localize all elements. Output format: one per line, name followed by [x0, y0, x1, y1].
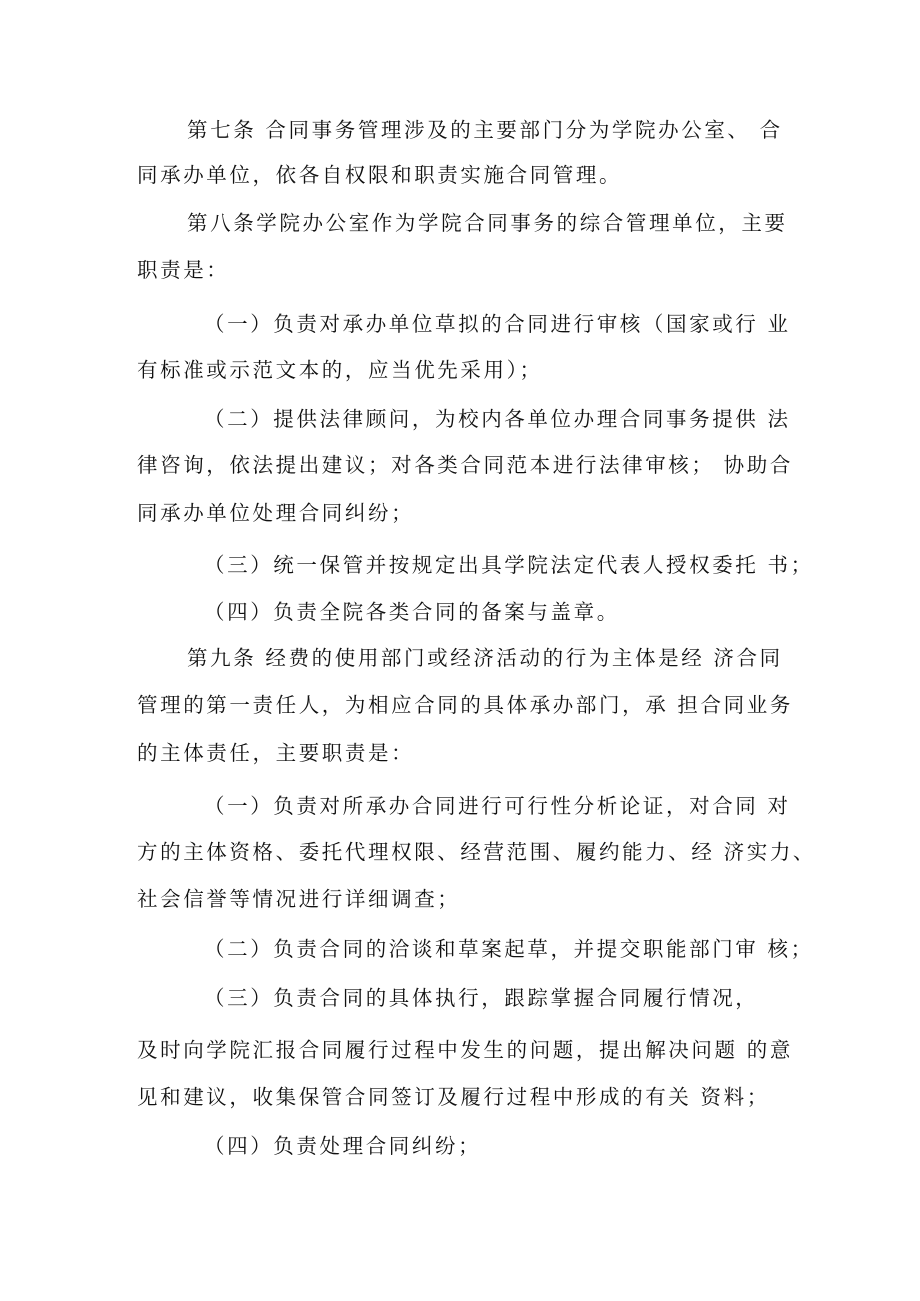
text-line: （二）提供法律顾问，为校内各单位办理合同事务提供 法 — [204, 407, 791, 431]
text-line: （二）负责合同的洽谈和草案起草，并提交职能部门审 核； — [204, 937, 814, 961]
text-line: 同承办单位处理合同纠纷； — [137, 501, 415, 525]
text-line: （一）负责对承办单位草拟的合同进行审核（国家或行 业 — [204, 312, 791, 336]
text-line: （三）负责合同的具体执行，跟踪掌握合同履行情况， — [204, 986, 759, 1010]
text-line: 社会信誉等情况进行详细调查； — [137, 887, 461, 911]
text-line: （三）统一保管并按规定出具学院法定代表人授权委托 书； — [204, 553, 814, 577]
text-line: 及时向学院汇报合同履行过程中发生的问题，提出解决问题 的意 — [137, 1038, 793, 1062]
text-line: 第八条学院办公室作为学院合同事务的综合管理单位，主要 — [187, 211, 788, 235]
text-line: （一）负责对所承办合同进行可行性分析论证，对合同 对 — [204, 794, 791, 818]
text-line: 方的主体资格、委托代理权限、经营范围、履约能力、经 济实力、 — [137, 840, 817, 864]
text-line: 有标准或示范文本的，应当优先采用）； — [137, 358, 543, 382]
text-line: （四）负责处理合同纠纷； — [204, 1134, 482, 1158]
text-line: 的主体责任，主要职责是： — [137, 741, 415, 765]
text-line: 见和建议，收集保管合同签订及履行过程中形成的有关 资料； — [137, 1085, 770, 1109]
text-line: 第九条 经费的使用部门或经济活动的行为主体是经 济合同 — [187, 646, 783, 670]
text-line: 第七条 合同事务管理涉及的主要部门分为学院办公室、 合 — [187, 118, 783, 142]
text-line: 管理的第一责任人，为相应合同的具体承办部门，承 担合同业务 — [137, 693, 793, 717]
text-line: 同承办单位，依各自权限和职责实施合同管理。 — [137, 163, 623, 187]
text-line: 律咨询，依法提出建议；对各类合同范本进行法律审核； 协助合 — [137, 453, 793, 477]
text-line: （四）负责全院各类合同的备案与盖章。 — [204, 600, 620, 624]
text-line: 职责是： — [137, 258, 230, 282]
